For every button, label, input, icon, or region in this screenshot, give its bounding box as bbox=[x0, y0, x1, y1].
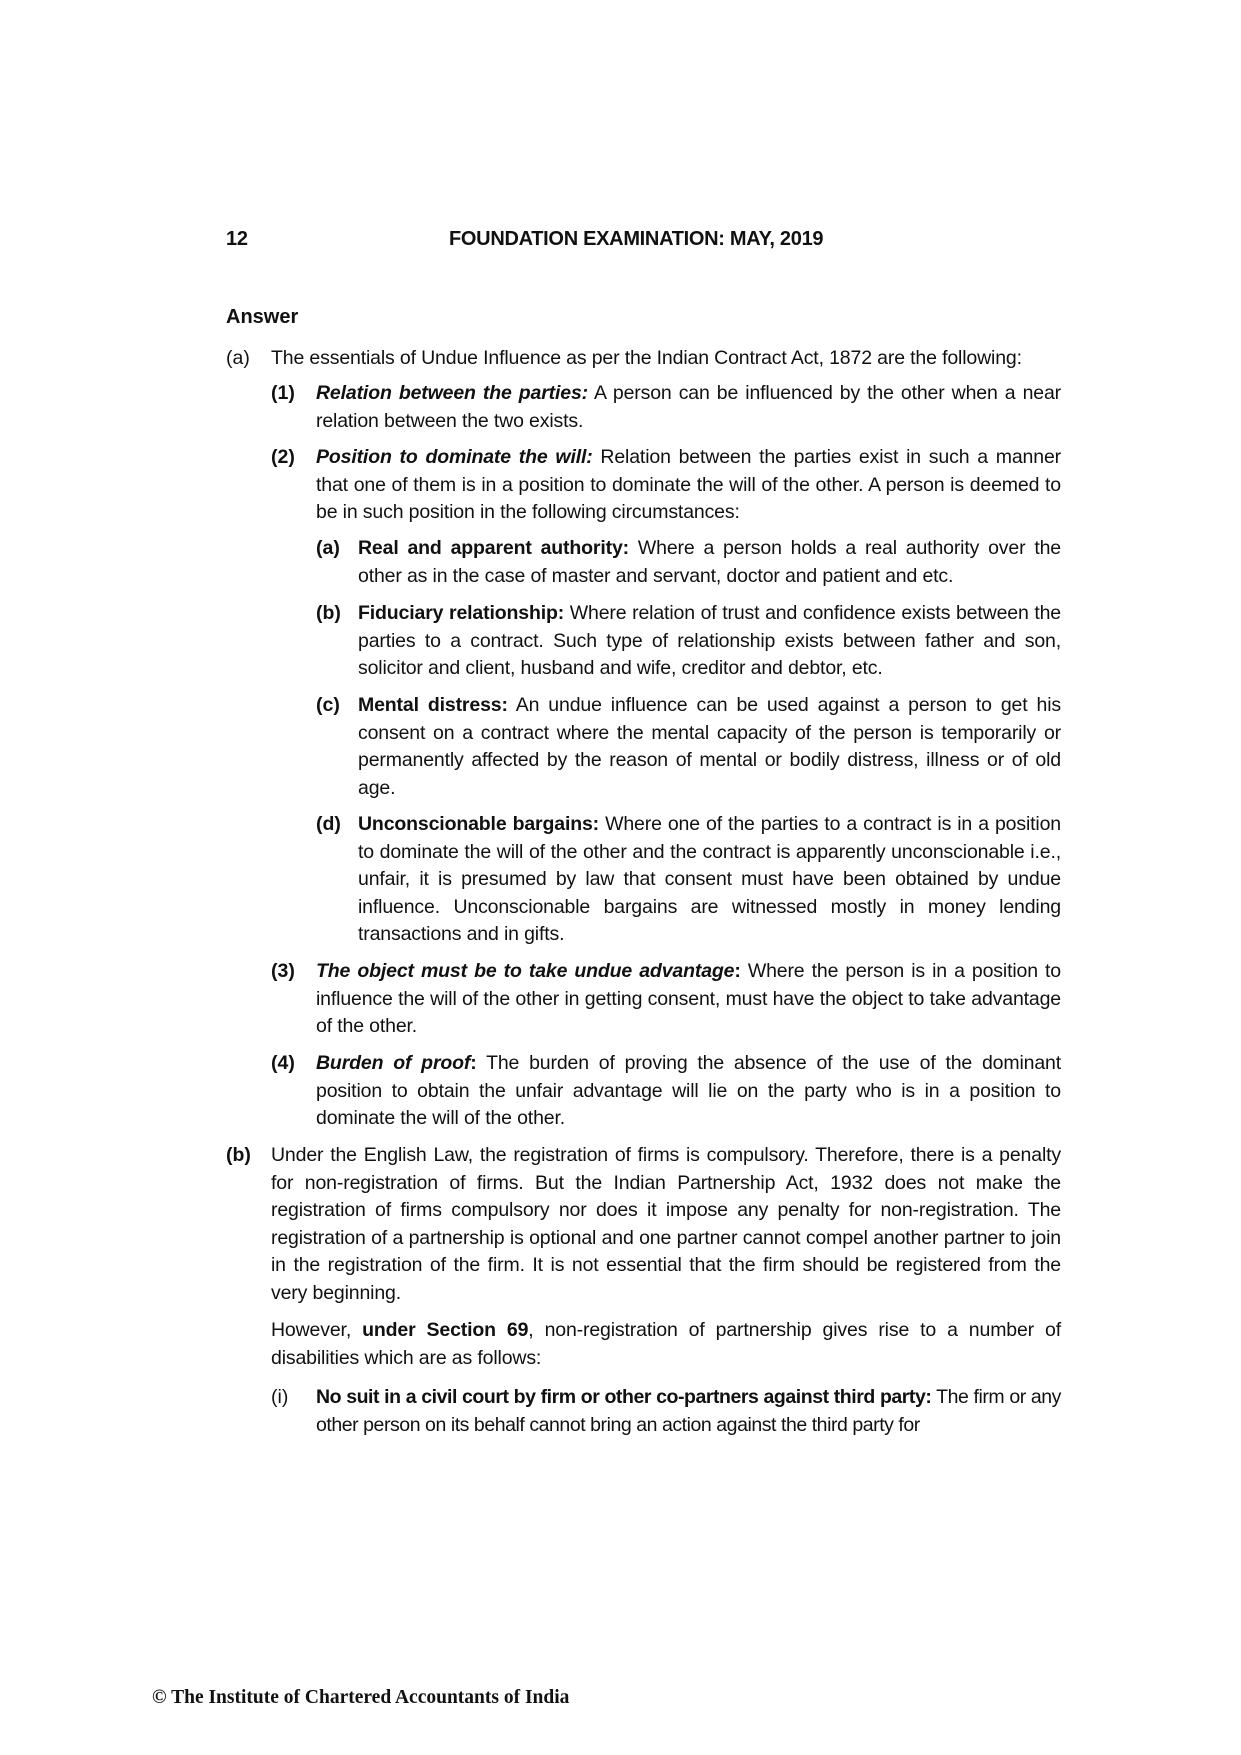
point-2-title: Position to dominate the will: bbox=[316, 446, 593, 468]
sub-point-b-text: Where relation of trust and confidence exists between the parties to a contract. Such type of relationship exists between father and son, solicitor and client, husband and wife, creditor and debtor, etc. bbox=[358, 602, 1062, 679]
point-1-text: A person can be influenced by the other when a near relation between the two exists. bbox=[316, 382, 1061, 432]
point-3-colon: : bbox=[734, 960, 741, 982]
point-3-text: Where the person is in a position to influence the will of the other in getting consent, must have the object to take advantage of the other. bbox=[316, 960, 1061, 1037]
part-b-section-ref: under Section 69 bbox=[362, 1319, 529, 1341]
copyright-footer: © The Institute of Chartered Accountants of India bbox=[152, 1687, 570, 1708]
part-a-label: (a) bbox=[226, 347, 250, 369]
part-a-intro: The essentials of Undue Influence as per the Indian Contract Act, 1872 are the following: bbox=[271, 347, 1022, 369]
part-b-paragraph-2 bbox=[271, 1317, 1061, 1372]
part-b-paragraph-1: Under the English Law, the registration of firms is compulsory. Therefore, there is a penalty for non-registration of firms. But the Indian Partnership Act, 1932 does not make the registration of firms compulsory nor does it impose any penalty for non-registration. The registration of a partnership is optional and one partner cannot compel another partner to join in the registration of the firm. It is not essential that the firm should be registered from the very beginning. bbox=[271, 1144, 1061, 1304]
point-2-number: (2) bbox=[271, 446, 295, 468]
point-3-title: The object must be to take undue advantage bbox=[316, 960, 735, 982]
sub-point-d-text: Where one of the parties to a contract is in a position to dominate the will of the other and the contract is apparently unconscionable i.e., unfair, it is presumed by law that consent must have been obtained by undue influence. Unconscionable bargains are witnessed mostly in money lending transactions and in gifts. bbox=[358, 813, 1061, 945]
answer-heading: Answer bbox=[226, 306, 299, 328]
sub-point-c-text: An undue influence can be used against a person to get his consent on a contract where the mental capacity of the person is temporarily or permanently affected by the reason of mental or bodily distress, illness or of old age. bbox=[358, 694, 1062, 799]
point-4-title: Burden of proof bbox=[316, 1052, 471, 1074]
part-b-para2-post: , non-registration of partnership gives rise to a number of disabilities which are as follows: bbox=[271, 1319, 1061, 1369]
sub-point-a-text: Where a person holds a real authority over the other as in the case of master and servant, doctor and patient and etc. bbox=[358, 537, 1061, 587]
point-3-number: (3) bbox=[271, 960, 295, 982]
sub-point-a-title: Real and apparent authority: bbox=[358, 537, 630, 559]
item-i-text: The firm or any other person on its behalf cannot bring an action against the third party for bbox=[316, 1386, 1061, 1436]
sub-point-d-title: Unconscionable bargains: bbox=[358, 813, 600, 835]
point-3-paragraph bbox=[316, 958, 1061, 1041]
sub-point-d-paragraph bbox=[358, 811, 1061, 949]
part-b-label: (b) bbox=[226, 1144, 251, 1166]
page-number: 12 bbox=[226, 228, 248, 250]
sub-point-a-label: (a) bbox=[316, 537, 340, 559]
sub-point-c-label: (c) bbox=[316, 694, 340, 716]
item-i-paragraph bbox=[316, 1384, 1061, 1439]
point-2-text: Relation between the parties exist in such a manner that one of them is in a position to dominate the will of the other. A person is deemed to be in such position in the following circumstances: bbox=[316, 446, 1061, 523]
sub-point-c-title: Mental distress: bbox=[358, 694, 508, 716]
sub-point-a-paragraph bbox=[358, 535, 1061, 590]
point-4-colon: : bbox=[470, 1052, 477, 1074]
sub-point-b-title: Fiduciary relationship: bbox=[358, 602, 565, 624]
point-2-paragraph bbox=[316, 444, 1061, 527]
item-i-title: No suit in a civil court by firm or other co-partners against third party: bbox=[316, 1386, 932, 1408]
point-4-number: (4) bbox=[271, 1052, 295, 1074]
point-1-title: Relation between the parties: bbox=[316, 382, 589, 404]
sub-point-b-paragraph bbox=[358, 600, 1061, 683]
part-b-para2-pre: However, bbox=[271, 1319, 363, 1341]
point-4-paragraph bbox=[316, 1050, 1061, 1133]
page-header-title: FOUNDATION EXAMINATION: MAY, 2019 bbox=[449, 228, 824, 250]
item-i-label: (i) bbox=[271, 1386, 289, 1408]
point-4-text: The burden of proving the absence of the use of the dominant position to obtain the unfair advantage will lie on the party who is in a position to dominate the will of the other. bbox=[316, 1052, 1061, 1129]
point-1-paragraph bbox=[316, 380, 1061, 435]
sub-point-d-label: (d) bbox=[316, 813, 341, 835]
point-1-number: (1) bbox=[271, 382, 295, 404]
sub-point-b-label: (b) bbox=[316, 602, 341, 624]
sub-point-c-paragraph bbox=[358, 692, 1061, 802]
